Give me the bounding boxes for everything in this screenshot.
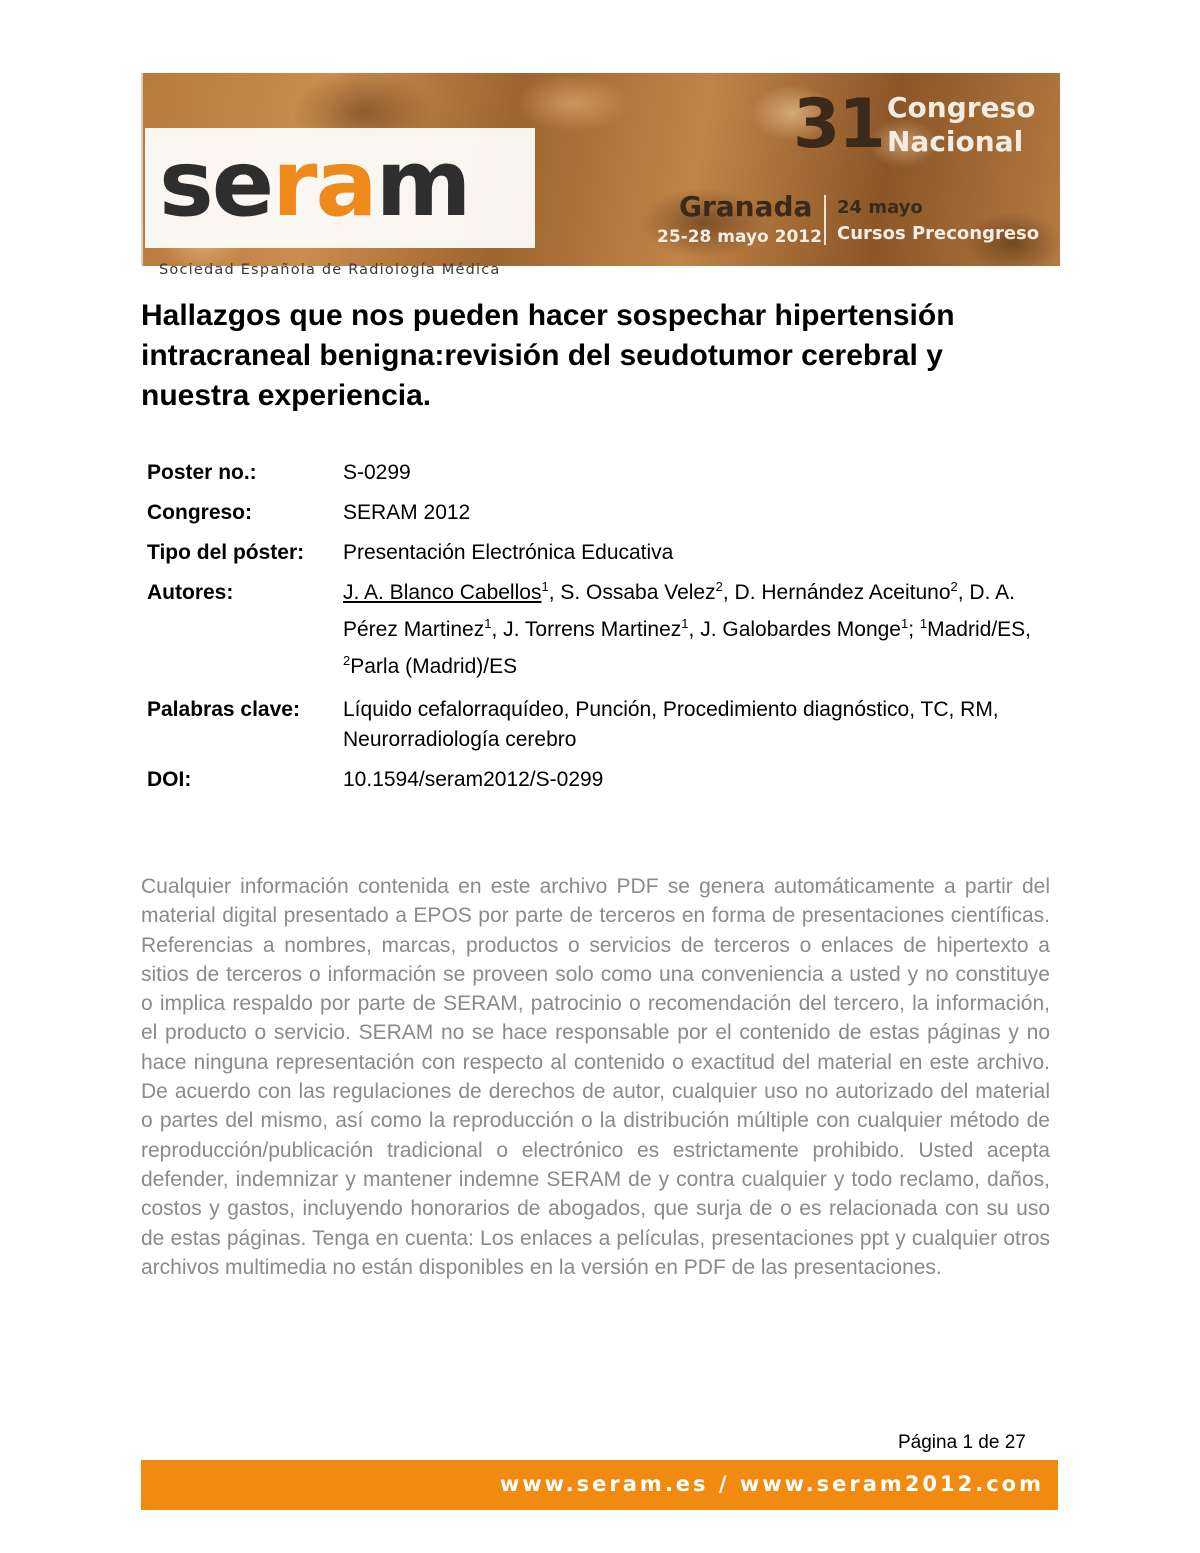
- meta-row-keywords: [147, 695, 1047, 755]
- precongress-date: 24 mayo: [837, 197, 923, 218]
- congress-city: Granada: [679, 190, 813, 223]
- logo-wordmark: seram: [159, 130, 470, 237]
- logo-subtitle: Sociedad Española de Radiología Médica: [159, 262, 501, 278]
- author-name: , J. Galobardes Monge: [688, 618, 901, 641]
- meta-row-poster: [147, 458, 1047, 488]
- author-affiliation-mark: 2: [715, 579, 723, 594]
- poster-number-label: Poster no.:: [147, 461, 257, 484]
- author-name: , J. Torrens Martinez: [491, 618, 682, 641]
- poster-title: Hallazgos que nos pueden hacer sospechar hipertensión intracraneal benigna:revisión del seudotumor cerebral y nuestra experiencia.: [141, 299, 955, 412]
- poster-metadata: [147, 458, 1047, 805]
- precongress-label: Cursos Precongreso: [837, 223, 1040, 244]
- authors-label: Autores:: [147, 581, 234, 604]
- footer-urls: www.seram.es / www.seram2012.com: [499, 1472, 1044, 1496]
- seram-logo: [145, 128, 535, 278]
- doi-label: DOI:: [147, 768, 192, 791]
- affiliation-2: Parla (Madrid)/ES: [350, 655, 518, 678]
- disclaimer-text: Cualquier información contenida en este archivo PDF se genera automáticamente a partir del material digital presentado a EPOS por parte de terceros en forma de presentaciones científicas. Referencias a nombres, marcas, productos o servicios de terceros o enlaces de hipertexto a sitios de terceros o información se proveen solo como una conveniencia a usted y no constituye o implica respaldo por parte de SERAM, patrocinio o recomendación del tercero, la información, el producto o servicio. SERAM no se hace responsable por el contenido de estas páginas y no hace ninguna representación con respecto al contenido o exactitud del material en este archivo. De acuerdo con las regulaciones de derechos de autor, cualquier uso no autorizado del material o partes del mismo, así como la reproducción o la distribución múltiple con cualquier método de reproducción/publicación tradicional o electrónico es estrictamente prohibido. Usted acepta defender, indemnizar y mantener indemne SERAM de y contra cualquier y todo reclamo, daños, costos y gastos, incluyendo honorarios de abogados, que surja de o es relacionada con su uso de estas páginas. Tenga en cuenta: Los enlaces a películas, presentaciones ppt y cualquier otros archivos multimedia no están disponibles en la versión en PDF de las presentaciones.: [141, 875, 1050, 1279]
- congress-label: Congreso:: [147, 501, 252, 524]
- author-affiliation-mark: 1: [541, 579, 549, 594]
- author-affiliation-mark: 1: [900, 616, 909, 631]
- author-link-1[interactable]: J. A. Blanco Cabellos: [343, 581, 542, 604]
- author-affiliation-mark: 2: [950, 579, 958, 594]
- footer-bar: [141, 1460, 1058, 1510]
- authors-value: [343, 574, 1047, 685]
- congress-value: SERAM 2012: [343, 501, 471, 524]
- meta-row-doi: [147, 765, 1047, 795]
- congress-word-2: Nacional: [887, 125, 1024, 158]
- author-name: , D. Hernández Aceituno: [722, 581, 951, 604]
- congress-number: 31: [793, 85, 884, 164]
- author-affiliation-mark: 1: [681, 616, 689, 631]
- poster-type-label: Tipo del póster:: [147, 541, 305, 564]
- page-number: Página 1 de 27: [898, 1432, 1026, 1453]
- keywords-label: Palabras clave:: [147, 698, 300, 721]
- affiliation-mark: 2: [343, 653, 351, 668]
- meta-row-authors: [147, 578, 1047, 685]
- poster-type-value: Presentación Electrónica Educativa: [343, 541, 674, 564]
- author-name: , D. A. Pérez Martinez: [343, 581, 1015, 641]
- congress-word-1: Congreso: [887, 91, 1036, 124]
- affiliation-mark: 1: [919, 616, 928, 631]
- keywords-value: Líquido cefalorraquídeo, Punción, Procedimiento diagnóstico, TC, RM, Neurorradiología cerebro: [343, 698, 999, 751]
- banner-divider: [824, 195, 826, 245]
- meta-row-type: [147, 538, 1047, 568]
- affiliation-1: Madrid/ES,: [927, 618, 1031, 641]
- poster-number-value: S-0299: [343, 461, 411, 484]
- doi-value: 10.1594/seram2012/S-0299: [343, 768, 604, 791]
- header-banner: [141, 73, 1060, 278]
- meta-row-congress: [147, 498, 1047, 528]
- congress-dates: 25-28 mayo 2012: [657, 227, 822, 247]
- author-name: , S. Ossaba Velez: [548, 581, 716, 604]
- author-affiliation-mark: 1: [484, 616, 492, 631]
- authors-separator: ;: [908, 618, 920, 641]
